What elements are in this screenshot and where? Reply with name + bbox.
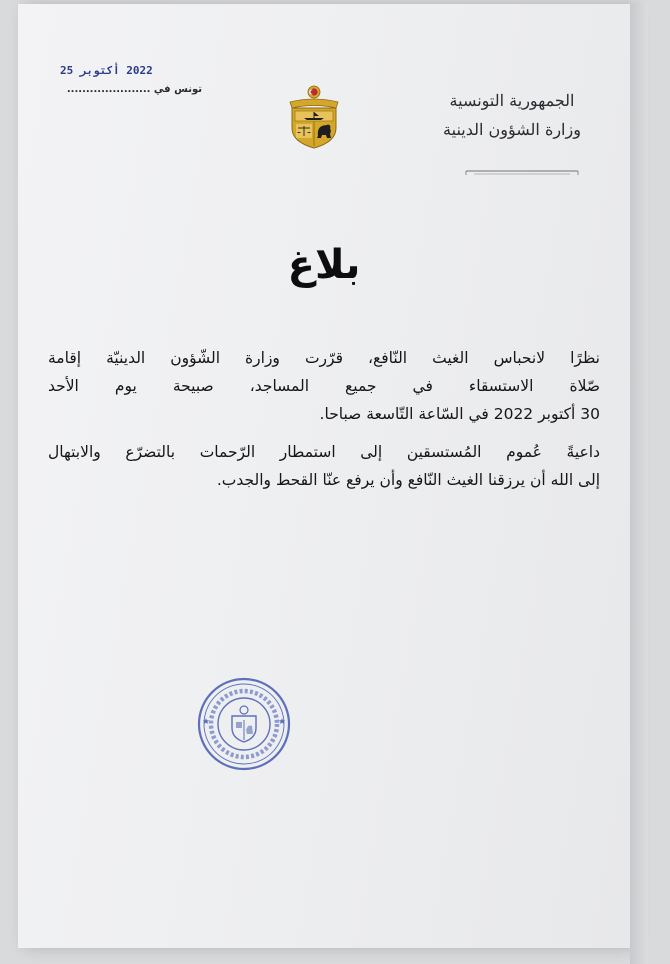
republic-name: الجمهورية التونسية	[449, 91, 575, 110]
paragraph-1	[48, 344, 600, 428]
header-divider-icon	[462, 168, 582, 176]
document-title: بلاغ	[287, 242, 361, 288]
ministry-name: وزارة الشؤون الدينية	[443, 120, 581, 139]
body-line: صّلاة الاستسقاء في جميع المساجد، صبيحة يوم الأحد	[48, 377, 600, 395]
tunisia-coat-of-arms-icon	[282, 84, 346, 150]
date-block	[58, 64, 208, 104]
body-line: إلى الله أن يرزقنا الغيث النّافع وأن يرفع عنّا القحط والجدب.	[216, 471, 600, 489]
ministry-round-seal-icon	[196, 676, 292, 772]
ministry-header	[412, 86, 612, 144]
document-page	[18, 4, 630, 948]
page-edge-shadow	[630, 4, 648, 964]
body-line: 30 أكتوبر 2022 في السّاعة التّاسعة صباحا.	[319, 405, 600, 423]
body-line: نظرًا لانحباس الغيث النّافع، قرّرت وزارة الشّؤون الدينيّة إقامة	[48, 349, 600, 367]
document-body	[48, 344, 600, 504]
place-line: تونس في ......................	[66, 84, 202, 95]
body-line: داعيةً عُموم المُستسقين إلى استمطار الرّحمات بالتضرّع والابتهال	[48, 443, 600, 461]
date-stamp: 2022 أكتوبر 25	[60, 64, 153, 77]
paragraph-2	[48, 438, 600, 494]
